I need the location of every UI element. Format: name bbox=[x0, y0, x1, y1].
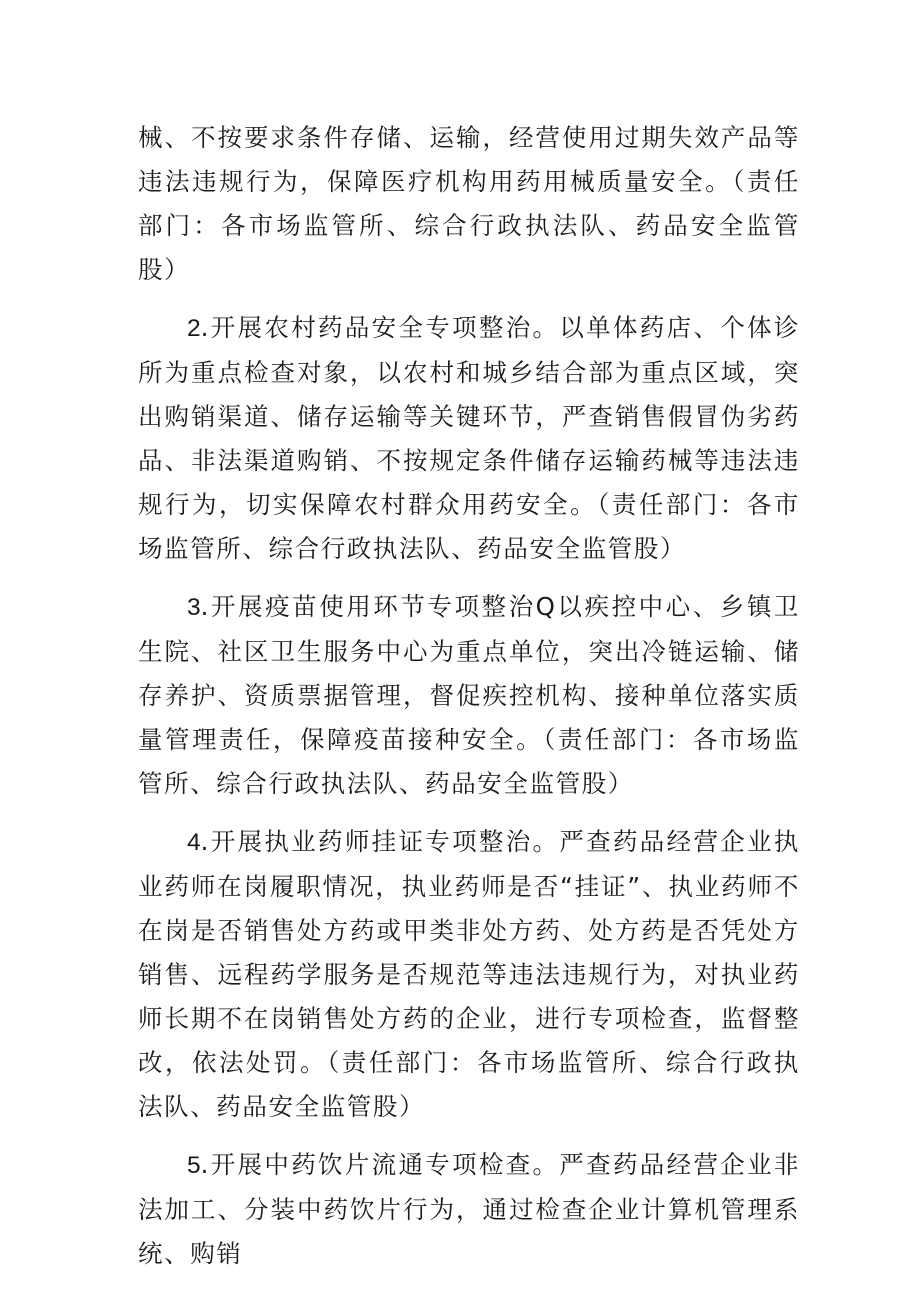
paragraph-text: .开展农村药品安全专项整治。以单体药店、个体诊所为重点检查对象，以农村和城乡结合部为重点区域，突出购销渠道、储存运输等关键环节，严查销售假冒伪劣药品、非法渠道购销、不按规定条件储存运输药械等违法违规行为，切实保障农村群众用药安全。（责任部门：各市场监管所、综合行政执法队、药品安全监管股） bbox=[138, 313, 800, 563]
paragraph-item-3 bbox=[138, 585, 800, 806]
item-number: 4 bbox=[187, 829, 201, 856]
paragraph-text: .开展执业药师挂证专项整治。严查药品经营企业执业药师在岗履职情况，执业药师是否“挂证”、执业药师不在岗是否销售处方药或甲类非处方药、处方药是否凭处方销售、远程药学服务是否规范等违法违规行为，对执业药师长期不在岗销售处方药的企业，进行专项检查，监督整改，依法处罚。（责任部门：各市场监管所、综合行政执法队、药品安全监管股） bbox=[138, 827, 800, 1121]
paragraph-text: 械、不按要求条件存储、运输，经营使用过期失效产品等违法违规行为，保障医疗机构用药用械质量安全。（责任部门：各市场监管所、综合行政执法队、药品安全监管股） bbox=[138, 123, 800, 284]
item-number: 2 bbox=[187, 315, 201, 342]
paragraph-continuation bbox=[138, 116, 800, 292]
paragraph-item-2 bbox=[138, 306, 800, 571]
document-page bbox=[138, 116, 800, 1290]
item-number: 5 bbox=[187, 1152, 201, 1179]
paragraph-text: .开展中药饮片流通专项检查。严查药品经营企业非法加工、分装中药饮片行为，通过检查企业计算机管理系统、购销 bbox=[138, 1150, 800, 1268]
paragraph-text: .开展疫苗使用环节专项整治Q以疾控中心、乡镇卫生院、社区卫生服务中心为重点单位，突出冷链运输、储存养护、资质票据管理，督促疾控机构、接种单位落实质量管理责任，保障疫苗接种安全。（责任部门：各市场监管所、综合行政执法队、药品安全监管股） bbox=[138, 592, 800, 798]
item-number: 3 bbox=[187, 594, 201, 621]
paragraph-item-4 bbox=[138, 820, 800, 1129]
paragraph-item-5 bbox=[138, 1143, 800, 1276]
